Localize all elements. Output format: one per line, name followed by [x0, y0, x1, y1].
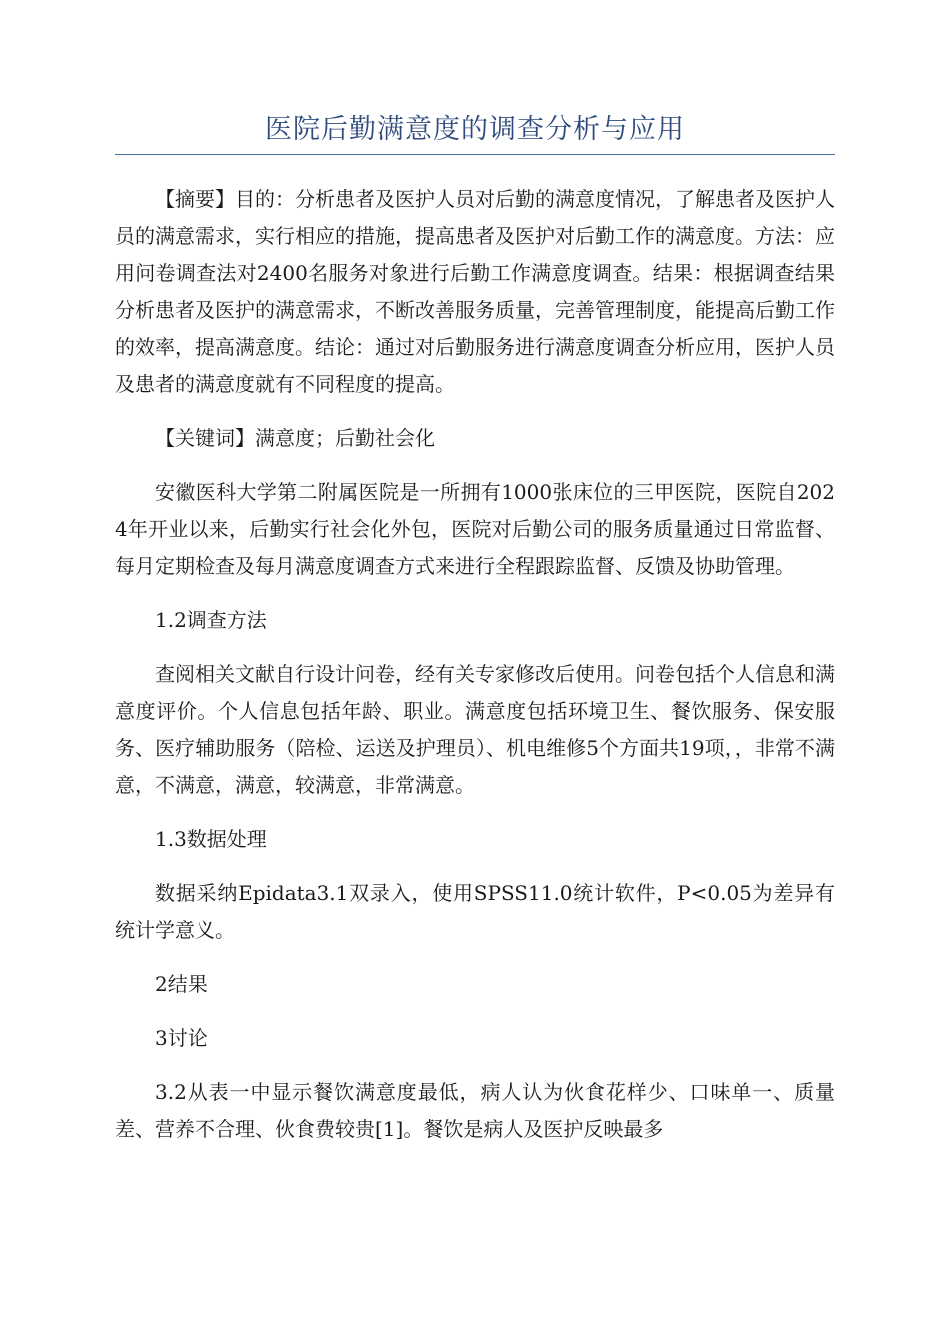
document-page: [115, 112, 835, 1165]
intro-paragraph: 安徽医科大学第二附属医院是一所拥有1000张床位的三甲医院，医院自2024年开业以来，后勤实行社会化外包，医院对后勤公司的服务质量通过日常监督、每月定期检查及每月满意度调查方式来进行全程跟踪监督、反馈及协助管理。: [115, 480, 835, 578]
section-heading-data-processing: 1.3数据处理: [155, 827, 267, 851]
section-heading-survey-method: 1.2调查方法: [155, 608, 267, 632]
section-heading-discussion: 3讨论: [155, 1026, 208, 1050]
abstract-paragraph: 【摘要】目的：分析患者及医护人员对后勤的满意度情况，了解患者及医护人员的满意需求，实行相应的措施，提高患者及医护对后勤工作的满意度。方法：应用问卷调查法对2400名服务对象进行后勤工作满意度调查。结果：根据调查结果分析患者及医护的满意需求，不断改善服务质量，完善管理制度，能提高后勤工作的效率，提高满意度。结论：通过对后勤服务进行满意度调查分析应用，医护人员及患者的满意度就有不同程度的提高。: [115, 187, 835, 396]
data-processing-paragraph: 数据采纳Epidata3.1双录入，使用SPSS11.0统计软件，P<0.05为差异有统计学意义。: [115, 881, 835, 942]
title-underline: [115, 154, 835, 155]
section-heading-results: 2结果: [155, 972, 208, 996]
keywords-paragraph: 【关键词】满意度；后勤社会化: [155, 426, 435, 450]
survey-method-paragraph: 查阅相关文献自行设计问卷，经有关专家修改后使用。问卷包括个人信息和满意度评价。个人信息包括年龄、职业。满意度包括环境卫生、餐饮服务、保安服务、医疗辅助服务（陪检、运送及护理员）、机电维修5个方面共19项，，非常不满意，不满意，满意，较满意，非常满意。: [115, 662, 835, 797]
document-title: 医院后勤满意度的调查分析与应用: [265, 114, 685, 145]
discussion-paragraph: 3.2从表一中显示餐饮满意度最低，病人认为伙食花样少、口味单一、质量差、营养不合理、伙食费较贵[1]。餐饮是病人及医护反映最多: [115, 1080, 835, 1141]
